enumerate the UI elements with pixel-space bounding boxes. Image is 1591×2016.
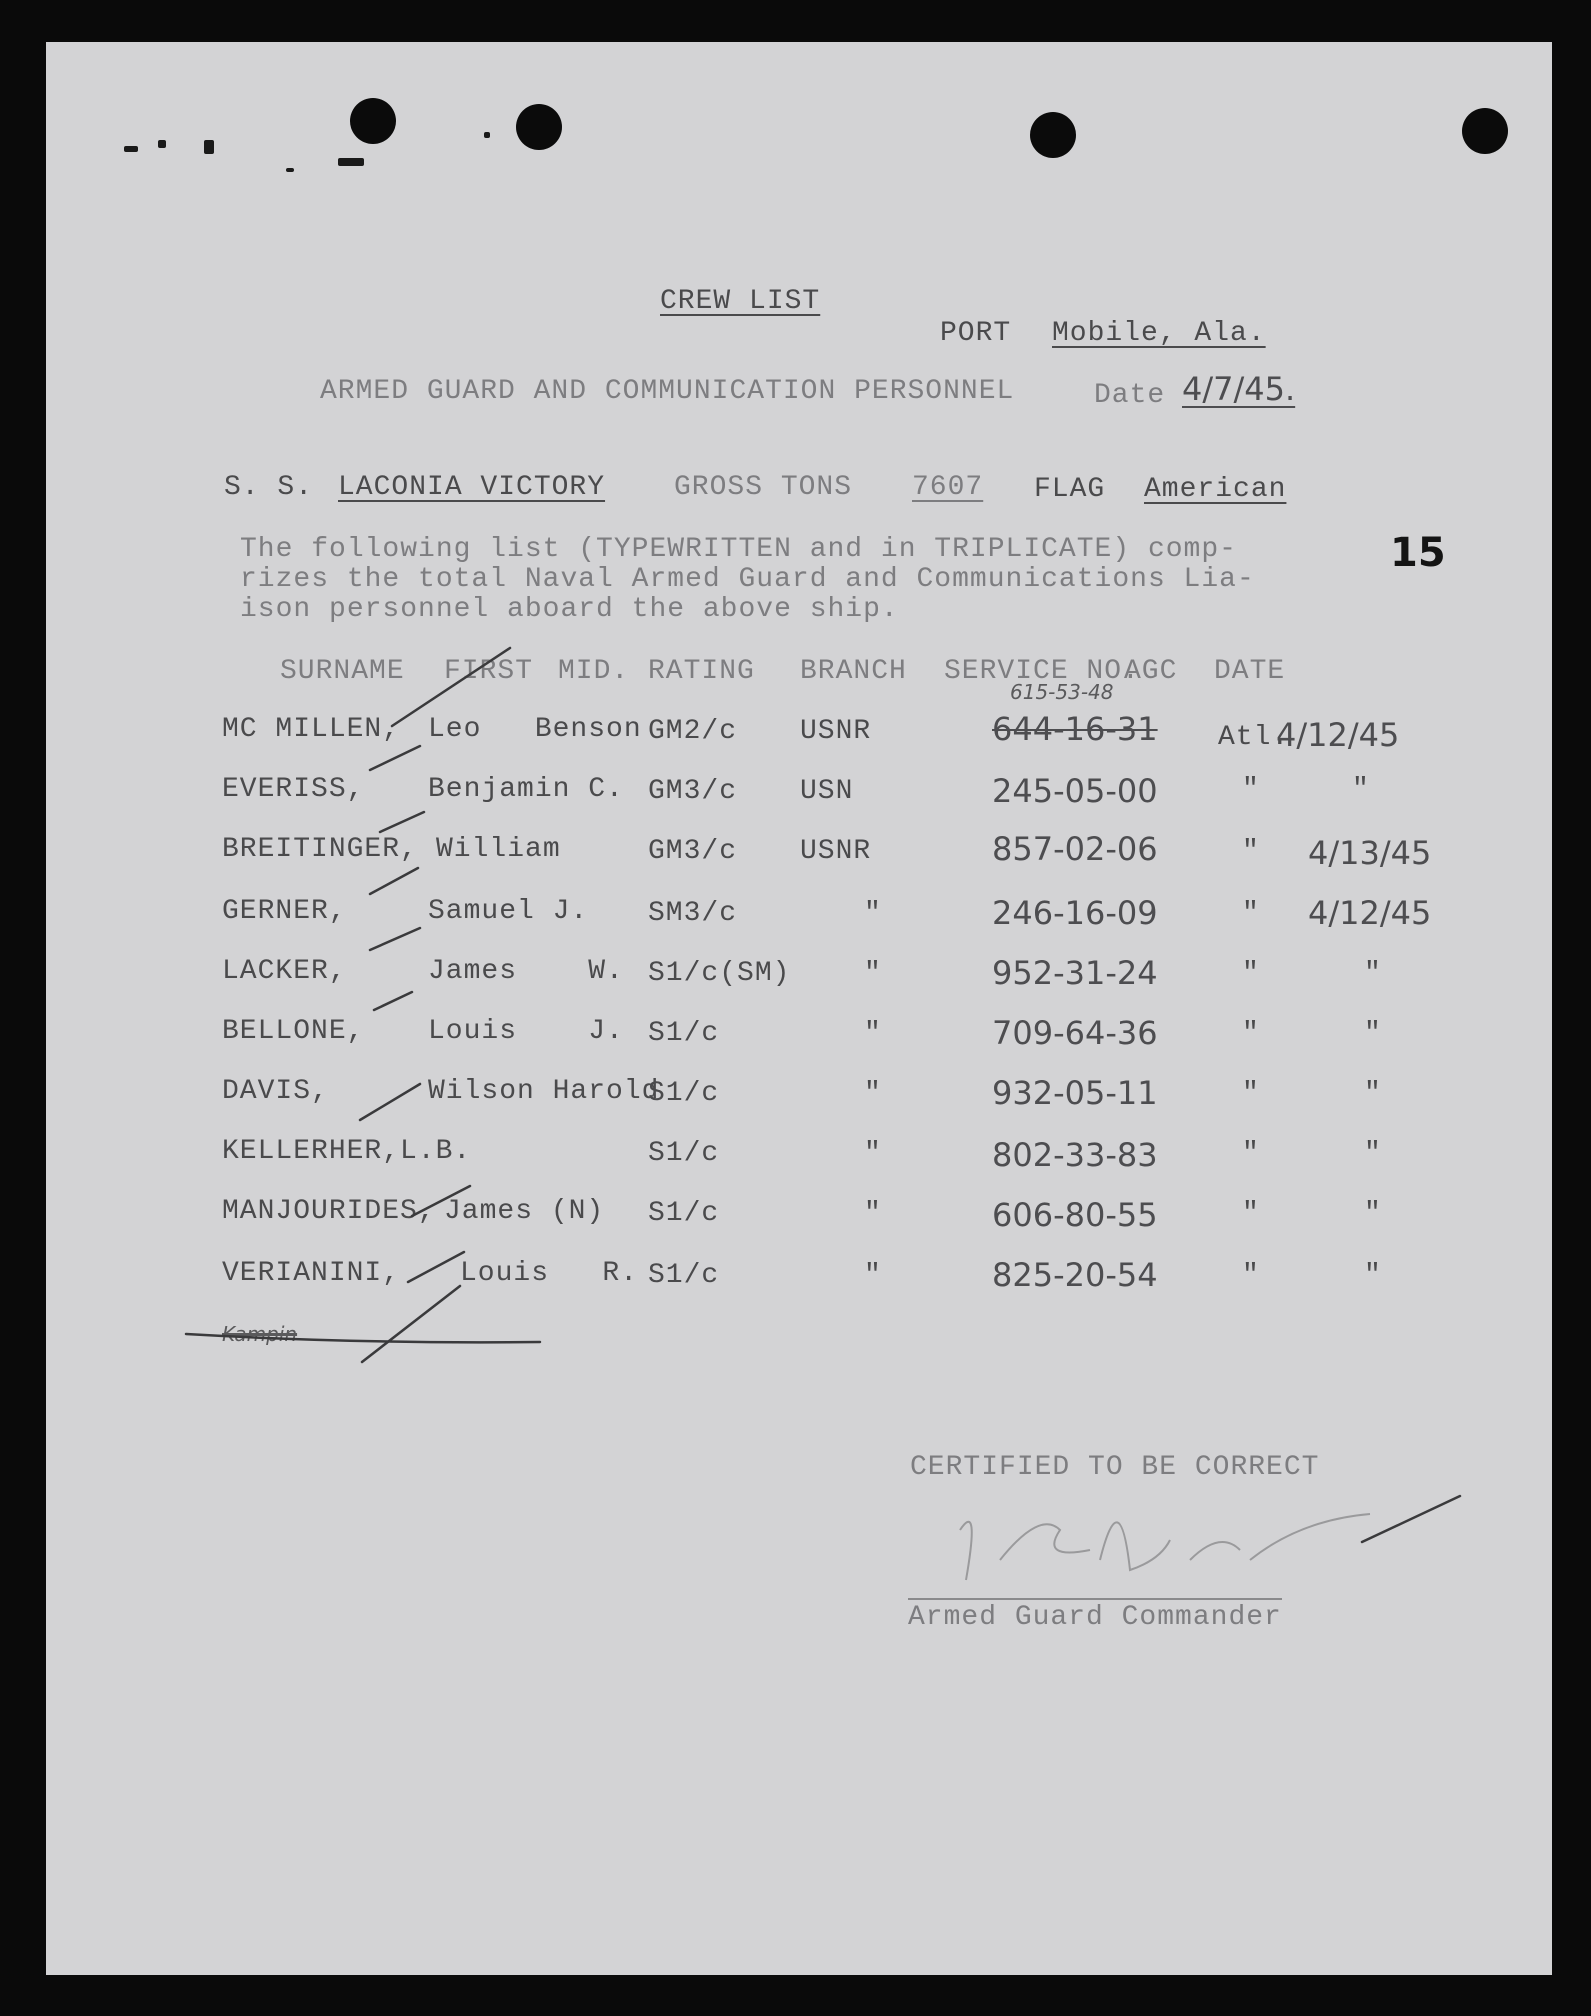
page-title: CREW LIST	[660, 286, 821, 317]
row-7-date: "	[1364, 1078, 1382, 1109]
speck	[158, 140, 166, 148]
row-6-surname: BELLONE,	[222, 1016, 365, 1047]
flag-label: FLAG	[1034, 474, 1106, 505]
row-4-agc: "	[1242, 898, 1260, 929]
speck	[484, 132, 490, 138]
row-4-surname: GERNER,	[222, 896, 347, 927]
speck	[124, 146, 138, 152]
row-1-service-no: 644-16-31	[992, 710, 1158, 748]
row-1-given: Leo Benson	[428, 714, 642, 745]
row-6-rating: S1/c	[648, 1018, 720, 1049]
gross-tons-label: GROSS TONS	[674, 472, 853, 503]
row-2-given: Benjamin C.	[428, 774, 624, 805]
row-10-date: "	[1364, 1260, 1382, 1291]
row-2-rating: GM3/c	[648, 776, 738, 807]
row-1-agc: Atl.	[1218, 722, 1290, 753]
row-5-surname: LACKER,	[222, 956, 347, 987]
col-mid: MID.	[558, 656, 630, 687]
row-2-surname: EVERISS,	[222, 774, 365, 805]
col-service-no: SERVICE NO.	[944, 656, 1140, 687]
col-rating: RATING	[648, 656, 755, 687]
row-9-service-no: 606-80-55	[992, 1196, 1158, 1234]
col-first: FIRST	[444, 656, 534, 687]
row-6-branch: "	[864, 1018, 882, 1049]
struck-entry: Kampin	[222, 1322, 298, 1346]
ship-name: LACONIA VICTORY	[338, 472, 606, 503]
row-9-given: James (N)	[444, 1196, 605, 1227]
row-3-service-no: 857-02-06	[992, 830, 1158, 868]
punch-hole-4	[1462, 108, 1508, 154]
col-agc: AGC	[1124, 656, 1178, 687]
punch-hole-1	[350, 98, 396, 144]
row-10-agc: "	[1242, 1260, 1260, 1291]
row-4-rating: SM3/c	[648, 898, 738, 929]
row-3-rating: GM3/c	[648, 836, 738, 867]
row-10-service-no: 825-20-54	[992, 1256, 1158, 1294]
speck	[286, 168, 294, 172]
row-7-service-no: 932-05-11	[992, 1074, 1158, 1112]
signature-role: Armed Guard Commander	[908, 1598, 1282, 1633]
row-10-branch: "	[864, 1260, 882, 1291]
intro-line-1: The following list (TYPEWRITTEN and in TRIPLICATE) comp-	[240, 534, 1237, 565]
row-7-branch: "	[864, 1078, 882, 1109]
date-value: 4/7/45.	[1182, 370, 1296, 408]
row-3-given: William	[436, 834, 561, 865]
certified-text: CERTIFIED TO BE CORRECT	[910, 1452, 1320, 1483]
row-4-date: 4/12/45	[1308, 894, 1432, 932]
punch-hole-3	[1030, 112, 1076, 158]
row-6-service-no: 709-64-36	[992, 1014, 1158, 1052]
punch-hole-2	[516, 104, 562, 150]
row-5-given: James W.	[428, 956, 624, 987]
row-3-agc: "	[1242, 836, 1260, 867]
row-2-branch: USN	[800, 776, 854, 807]
row-9-date: "	[1364, 1198, 1382, 1229]
row-10-rating: S1/c	[648, 1260, 720, 1291]
row-5-agc: "	[1242, 958, 1260, 989]
gross-tons-value: 7607	[912, 472, 984, 503]
row-7-rating: S1/c	[648, 1078, 720, 1109]
row-6-date: "	[1364, 1018, 1382, 1049]
row-1-surname: MC MILLEN,	[222, 714, 401, 745]
row-4-service-no: 246-16-09	[992, 894, 1158, 932]
row-8-surname: KELLERHER,	[222, 1136, 401, 1167]
row-3-surname: BREITINGER,	[222, 834, 418, 865]
row-2-date: "	[1352, 774, 1370, 805]
row-9-surname: MANJOURIDES,	[222, 1196, 436, 1227]
service-no-correction: 615-53-48	[1010, 680, 1114, 704]
row-8-agc: "	[1242, 1138, 1260, 1169]
row-7-surname: DAVIS,	[222, 1076, 329, 1107]
row-8-rating: S1/c	[648, 1138, 720, 1169]
document-page	[46, 42, 1552, 1975]
row-9-rating: S1/c	[648, 1198, 720, 1229]
row-4-branch: "	[864, 898, 882, 929]
subtitle: ARMED GUARD AND COMMUNICATION PERSONNEL	[320, 376, 1015, 407]
port-label: PORT	[940, 318, 1012, 349]
row-4-given: Samuel J.	[428, 896, 589, 927]
row-8-branch: "	[864, 1138, 882, 1169]
row-2-agc: "	[1242, 774, 1260, 805]
page-number: 15	[1390, 530, 1446, 576]
ship-prefix: S. S.	[224, 472, 314, 503]
intro-line-3: ison personnel aboard the above ship.	[240, 594, 899, 625]
intro-line-2: rizes the total Naval Armed Guard and Communications Lia-	[240, 564, 1255, 595]
row-5-date: "	[1364, 958, 1382, 989]
row-10-surname: VERIANINI,	[222, 1258, 401, 1289]
speck	[338, 158, 364, 166]
row-5-branch: "	[864, 958, 882, 989]
row-2-service-no: 245-05-00	[992, 772, 1158, 810]
row-7-agc: "	[1242, 1078, 1260, 1109]
col-surname: SURNAME	[280, 656, 405, 687]
col-branch: BRANCH	[800, 656, 907, 687]
row-8-service-no: 802-33-83	[992, 1136, 1158, 1174]
row-9-agc: "	[1242, 1198, 1260, 1229]
port-value: Mobile, Ala.	[1052, 318, 1266, 349]
row-5-rating: S1/c(SM)	[648, 958, 791, 989]
row-1-rating: GM2/c	[648, 716, 738, 747]
row-8-given: L.B.	[400, 1136, 472, 1167]
col-date: DATE	[1214, 656, 1286, 687]
row-6-agc: "	[1242, 1018, 1260, 1049]
date-label: Date	[1094, 380, 1166, 411]
speck	[204, 140, 214, 154]
row-9-branch: "	[864, 1198, 882, 1229]
row-3-branch: USNR	[800, 836, 872, 867]
row-10-given: Louis R.	[460, 1258, 639, 1289]
row-3-date: 4/13/45	[1308, 834, 1432, 872]
flag-value: American	[1144, 474, 1287, 505]
row-7-given: Wilson Harold	[428, 1076, 660, 1107]
row-6-given: Louis J.	[428, 1016, 624, 1047]
row-1-branch: USNR	[800, 716, 872, 747]
row-5-service-no: 952-31-24	[992, 954, 1158, 992]
row-1-date: 4/12/45	[1276, 716, 1400, 754]
row-8-date: "	[1364, 1138, 1382, 1169]
